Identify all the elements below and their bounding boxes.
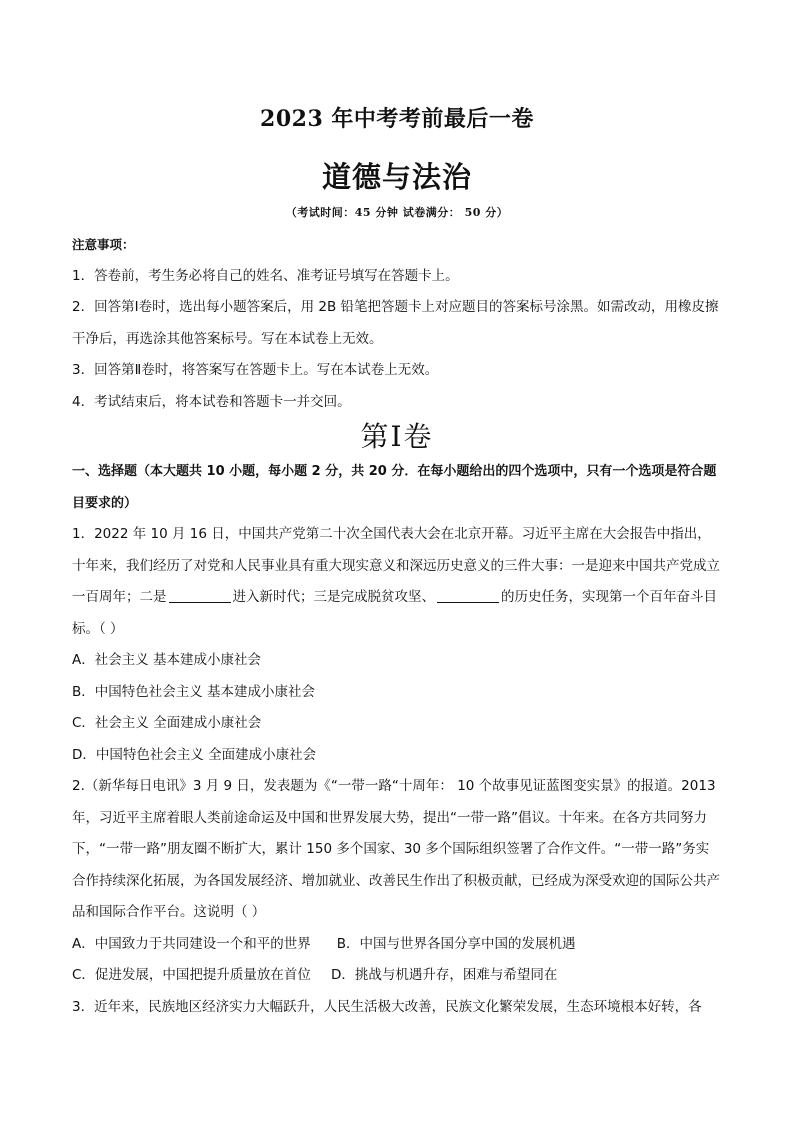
part-heading: 一、选择题（本大题共 10 小题，每小题 2 分，共 20 分．在每小题给出的四个选项中，只有一个选项是符合题目要求的） [72, 464, 717, 511]
note-item-4: 4．考试结束后，将本试卷和答题卡一并交回。 [72, 393, 351, 410]
question-1-stem-part2: 进入新时代；三是完成脱贫攻坚、 [232, 589, 435, 605]
exam-info: （考试时间：45 分钟 试卷满分： 50 分） [285, 206, 509, 219]
exam-top-title: 2023 年中考考前最后一卷 [260, 106, 534, 132]
note-item-2: 2．回答第Ⅰ卷时，选出每小题答案后，用 2B 铅笔把答题卡上对应题目的答案标号涂黑。如需改动，用橡皮擦干净后，再选涂其他答案标号。写在本试卷上无效。 [72, 299, 719, 347]
question-2-option-a: A．中国致力于共同建设一个和平的世界 [72, 935, 311, 952]
question-2-options-row-1 [72, 929, 722, 961]
note-item-1: 1．答卷前，考生务必将自己的姓名、准考证号填写在答题卡上。 [72, 267, 459, 284]
question-1-stem-part1: 1．2022 年 10 月 16 日，中国共产党第二十次全国代表大会在北京开幕。习近平主席在大会报告中指出，十年来，我们经历了对党和人民事业具有重大现实意义和深远历史意义的三件大事：一是迎来中国共产党成立一百周年；二是 [72, 526, 720, 605]
question-2-option-d: D．挑战与机遇升存，困难与希望同在 [330, 967, 558, 983]
question-2-option-c: C．促进发展，中国把提升质量放在首位 [72, 967, 311, 983]
note-item-3: 3．回答第Ⅱ卷时，将答案写在答题卡上。写在本试卷上无效。 [72, 362, 439, 378]
question-2-options-row-2 [72, 960, 722, 992]
answer-blank-1 [169, 586, 231, 603]
question-1-option-d: D．中国特色社会主义 全面建成小康社会 [72, 746, 317, 763]
notes-title: 注意事项： [72, 237, 135, 252]
subject-title: 道德与法治 [321, 160, 472, 194]
answer-blank-2 [437, 586, 499, 603]
question-1-option-a: A．社会主义 基本建成小康社会 [72, 652, 262, 668]
question-3-stem: 3．近年来，民族地区经济实力大幅跃升，人民生活极大改善，民族文化繁荣发展，生态环境根本好转，各 [72, 998, 702, 1015]
notes-section [72, 229, 722, 418]
section-heading: 第Ⅰ卷 [360, 420, 434, 453]
questions-section [72, 456, 722, 1023]
question-2-stem: 2.（新华每日电讯》3 月 9 日，发表题为《“一带一路“十周年： 10 个故事见证蓝图变实景》的报道。2013 年，习近平主席着眼人类前途命运及中国和世界发展大势，提出“一带一路”倡议。十年来。在各方共同努力下，“一带一路”朋友圈不断扩大，累计 150 多个国家、30 多个国际组织签署了合作文件。“一带一路”务实合作持续深化拓展，为各国发展经济、增加就业、改善民生作出了积极贡献，已经成为深受欢迎的国际公共产品和国际合作平台。这说明（ ） [72, 778, 720, 920]
question-1-stem-part3: 的历史任务，实现第一个百年奋斗目标。（ ） [72, 589, 717, 637]
question-1-option-c: C．社会主义 全面建成小康社会 [72, 715, 262, 731]
question-2-option-b: B．中国与世界各国分享中国的发展机遇 [336, 935, 576, 952]
question-1-stem [72, 519, 722, 645]
question-1-option-b: B．中国特色社会主义 基本建成小康社会 [72, 683, 316, 700]
